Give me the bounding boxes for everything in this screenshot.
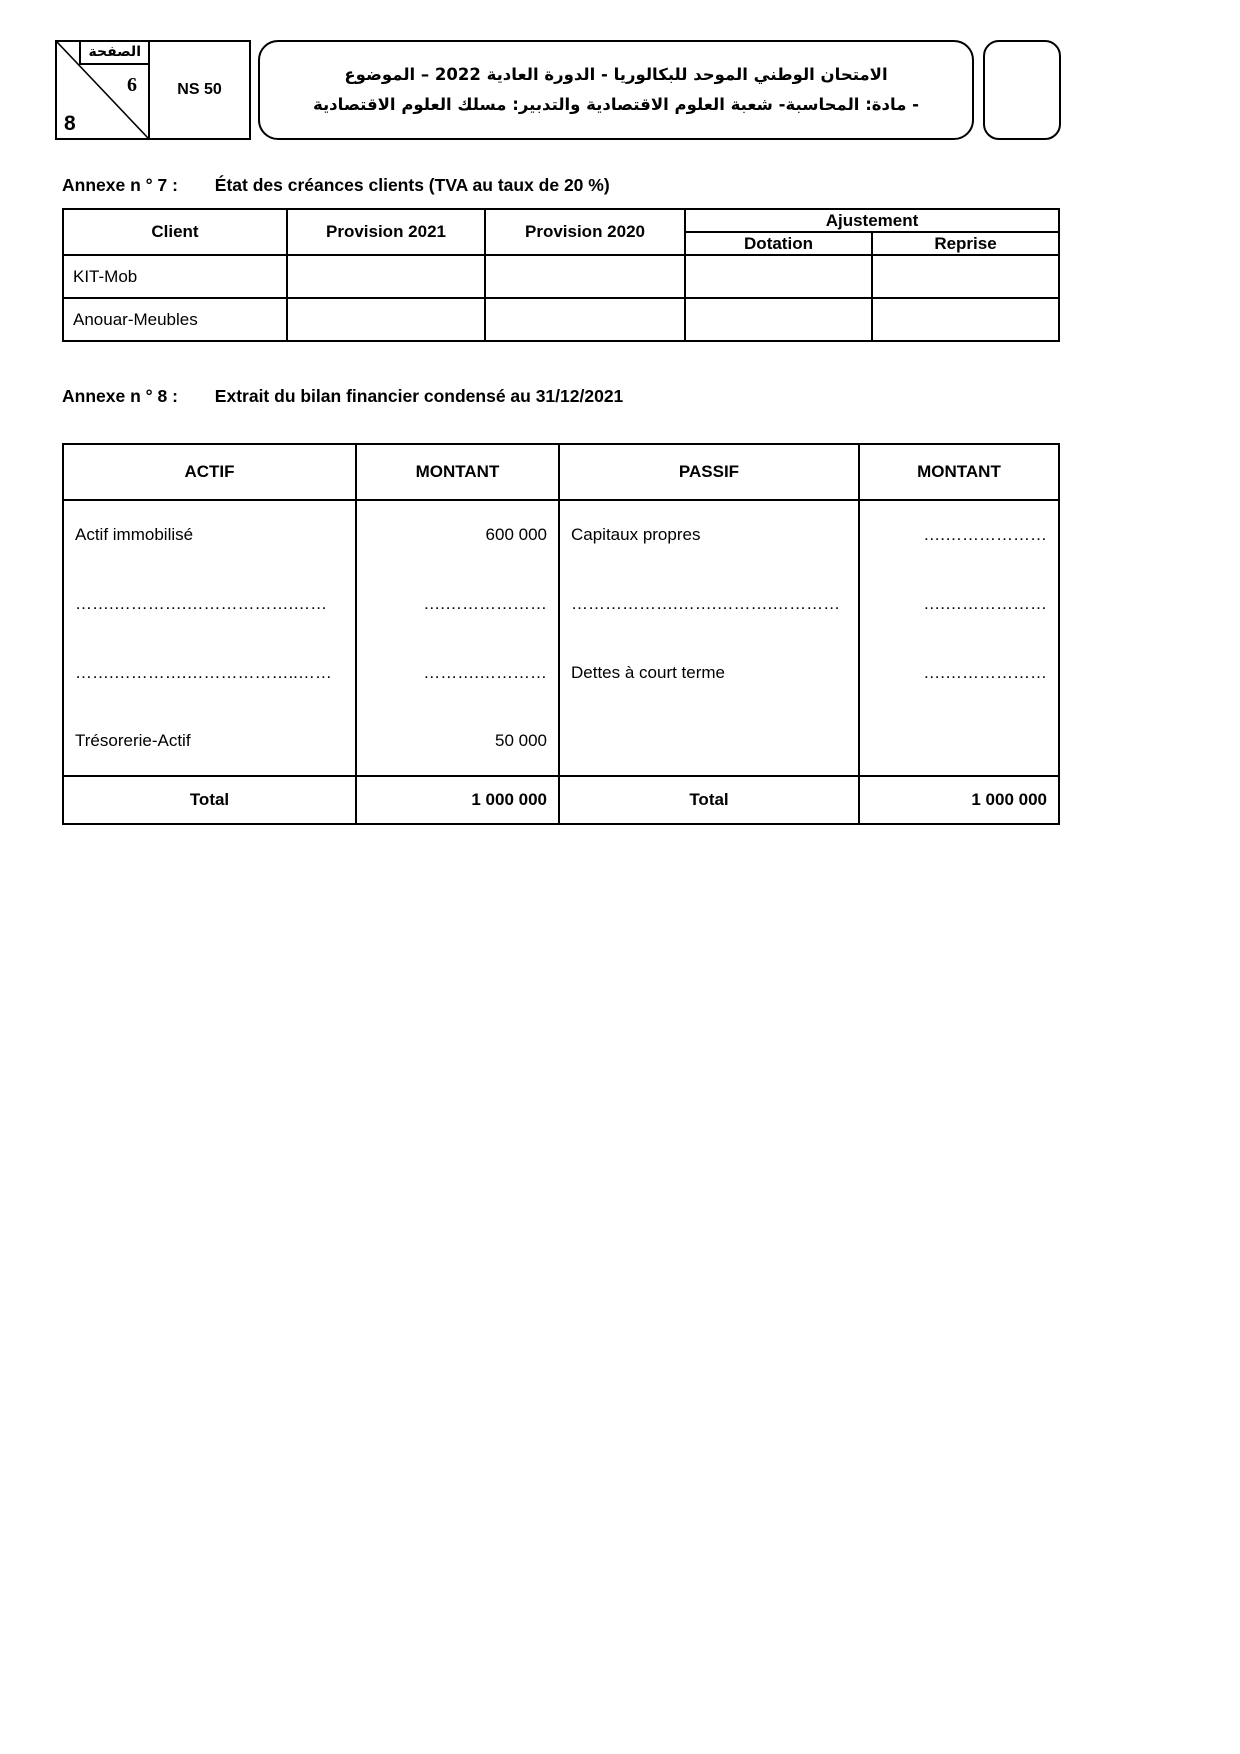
- provision-2020-cell: [485, 298, 685, 341]
- col-header-passif: PASSIF: [559, 444, 859, 500]
- annexe7-title: État des créances clients (TVA au taux de 20 %): [214, 175, 610, 195]
- annexe8-title: Extrait du bilan financier condensé au 31/12/2021: [214, 386, 624, 406]
- actif-amount-cell: 600 000: [356, 500, 559, 569]
- annexe8-label: Annexe n ° 8 :: [62, 386, 178, 406]
- col-header-provision-2021: Provision 2021: [287, 209, 485, 255]
- passif-label-cell: Dettes à court terme: [559, 638, 859, 707]
- dotation-cell: [685, 298, 872, 341]
- col-header-reprise: Reprise: [872, 232, 1059, 255]
- passif-total-amount: 1 000 000: [859, 776, 1059, 824]
- page-content: [62, 175, 1058, 825]
- passif-amount-cell: ….………………: [859, 500, 1059, 569]
- exam-title-box: [258, 40, 974, 140]
- col-header-montant-actif: MONTANT: [356, 444, 559, 500]
- col-header-actif: ACTIF: [63, 444, 356, 500]
- table-header-row: [63, 209, 1059, 232]
- reprise-cell: [872, 298, 1059, 341]
- col-header-ajustement: Ajustement: [685, 209, 1059, 232]
- col-header-montant-passif: MONTANT: [859, 444, 1059, 500]
- ns-code-box: NS 50: [150, 40, 251, 140]
- col-header-dotation: Dotation: [685, 232, 872, 255]
- client-name-cell: KIT-Mob: [63, 255, 287, 298]
- table-row: [63, 707, 1059, 776]
- page-header: [55, 40, 1240, 140]
- actif-label-cell: Trésorerie-Actif: [63, 707, 356, 776]
- client-name-cell: Anouar-Meubles: [63, 298, 287, 341]
- dotation-cell: [685, 255, 872, 298]
- actif-total-amount: 1 000 000: [356, 776, 559, 824]
- annexe8-heading: [62, 386, 1058, 407]
- side-empty-box: [983, 40, 1061, 140]
- annexe7-heading: [62, 175, 1058, 196]
- exam-title-line2: - مادة: المحاسبة- شعبة العلوم الاقتصادية والتدبير: مسلك العلوم الاقتصادية: [312, 95, 920, 114]
- creances-clients-table: [62, 208, 1060, 342]
- passif-total-label: Total: [559, 776, 859, 824]
- page-number-box: [55, 40, 150, 140]
- table-header-row: [63, 444, 1059, 500]
- table-row: [63, 569, 1059, 638]
- actif-total-label: Total: [63, 776, 356, 824]
- table-row: [63, 500, 1059, 569]
- actif-amount-cell: ….………………: [356, 569, 559, 638]
- passif-label-cell: Capitaux propres: [559, 500, 859, 569]
- passif-amount-cell: ….………………: [859, 569, 1059, 638]
- actif-amount-cell: ……….…………: [356, 638, 559, 707]
- col-header-client: Client: [63, 209, 287, 255]
- actif-label-cell: …….………….……………….……: [63, 569, 356, 638]
- page-total-number: 6: [127, 74, 137, 96]
- col-header-provision-2020: Provision 2020: [485, 209, 685, 255]
- total-row: [63, 776, 1059, 824]
- table-row: [63, 638, 1059, 707]
- page-label: الصفحة: [79, 40, 150, 65]
- passif-amount-cell: [859, 707, 1059, 776]
- bilan-financier-table: [62, 443, 1060, 825]
- passif-amount-cell: ….………………: [859, 638, 1059, 707]
- provision-2020-cell: [485, 255, 685, 298]
- table-row: [63, 298, 1059, 341]
- page-current-number: 8: [64, 112, 76, 135]
- exam-title-line1: الامتحان الوطني الموحد للبكالوريا - الدورة العادية 2022 – الموضوع: [344, 65, 888, 85]
- passif-label-cell: ……………….…….……….…………: [559, 569, 859, 638]
- passif-label-cell: [559, 707, 859, 776]
- actif-amount-cell: 50 000: [356, 707, 559, 776]
- provision-2021-cell: [287, 298, 485, 341]
- reprise-cell: [872, 255, 1059, 298]
- annexe7-label: Annexe n ° 7 :: [62, 175, 178, 195]
- table-row: [63, 255, 1059, 298]
- actif-label-cell: …….………….………………..……: [63, 638, 356, 707]
- actif-label-cell: Actif immobilisé: [63, 500, 356, 569]
- provision-2021-cell: [287, 255, 485, 298]
